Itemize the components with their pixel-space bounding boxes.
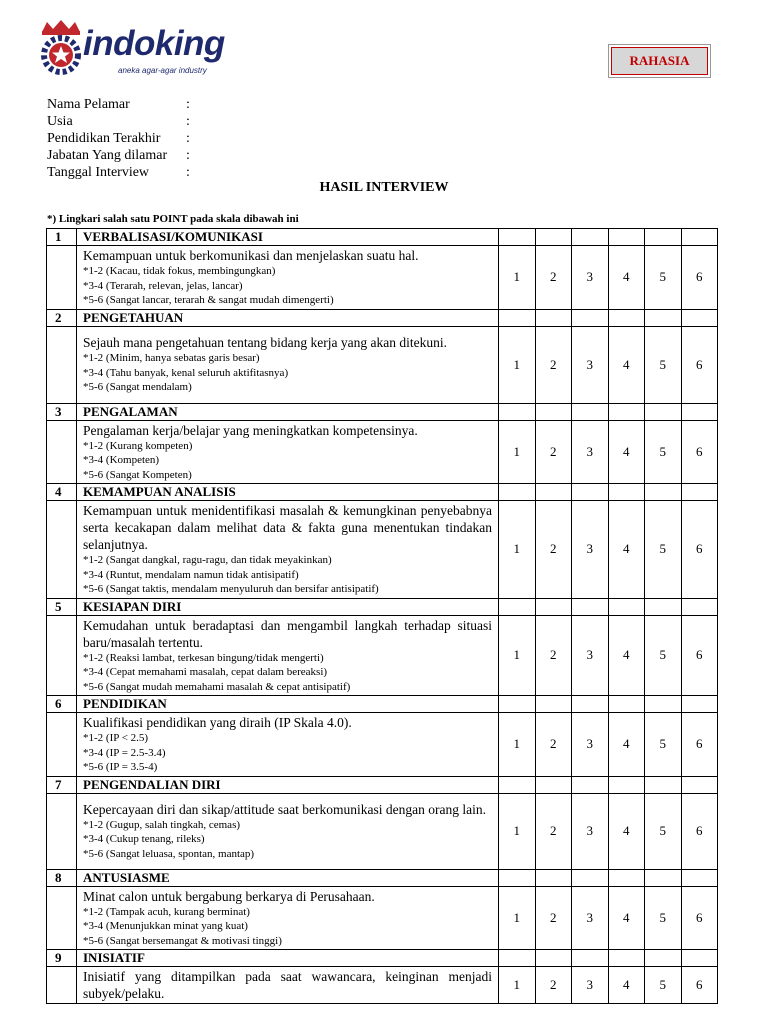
empty-cell	[681, 869, 718, 886]
empty-cell	[645, 484, 682, 501]
applicant-info	[47, 96, 190, 181]
empty-cell	[499, 776, 536, 793]
empty-cell	[681, 696, 718, 713]
criteria-line: *5-6 (Sangat lancar, terarah & sangat mudah dimengerti)	[83, 294, 334, 306]
section-header-row	[47, 696, 718, 713]
section-detail-row	[47, 326, 718, 403]
empty-cell	[608, 229, 645, 246]
score-option[interactable]: 2	[535, 967, 572, 1004]
score-option[interactable]: 6	[681, 501, 718, 599]
score-option[interactable]: 3	[572, 967, 609, 1004]
section-description-cell	[77, 615, 499, 696]
empty-cell	[572, 309, 609, 326]
empty-cell	[499, 484, 536, 501]
empty-cell	[681, 950, 718, 967]
section-description: Pengalaman kerja/belajar yang meningkatkan kompetensinya.	[83, 422, 418, 438]
section-description: Minat calon untuk bergabung berkarya di Perusahaan.	[83, 888, 375, 904]
section-header-row	[47, 484, 718, 501]
criteria-line: *5-6 (Sangat leluasa, spontan, mantap)	[83, 847, 255, 860]
score-option[interactable]: 6	[681, 967, 718, 1004]
score-option[interactable]: 3	[572, 793, 609, 869]
score-option[interactable]: 1	[499, 501, 536, 599]
empty-cell	[608, 403, 645, 420]
section-number: 1	[47, 229, 77, 246]
empty-cell	[608, 869, 645, 886]
criteria-line: *1-2 (Kacau, tidak fokus, membingungkan)	[83, 265, 276, 277]
criteria-line: *5-6 (Sangat Kompeten)	[83, 468, 192, 481]
empty-cell	[608, 696, 645, 713]
section-title: KEMAMPUAN ANALISIS	[77, 484, 499, 501]
score-option[interactable]: 3	[572, 420, 609, 484]
section-number: 8	[47, 869, 77, 886]
empty-cell	[499, 229, 536, 246]
score-option[interactable]: 3	[572, 886, 609, 950]
section-description-cell	[77, 420, 499, 484]
section-detail-row	[47, 615, 718, 696]
score-option[interactable]: 2	[535, 793, 572, 869]
section-header-row	[47, 403, 718, 420]
criteria-line: *3-4 (Cukup tenang, rileks)	[83, 833, 205, 846]
score-option[interactable]: 4	[608, 967, 645, 1004]
score-option[interactable]: 6	[681, 793, 718, 869]
score-option[interactable]: 1	[499, 246, 536, 310]
empty-cell	[572, 950, 609, 967]
empty-cell	[645, 869, 682, 886]
criteria-line: *1-2 (Tampak acuh, kurang berminat)	[83, 905, 250, 918]
score-option[interactable]: 2	[535, 501, 572, 599]
section-description-cell	[77, 793, 499, 869]
section-description-cell	[77, 967, 499, 1004]
criteria-line: *3-4 (Runtut, mendalam namun tidak antisipatif)	[83, 568, 299, 581]
empty-cell	[499, 598, 536, 615]
section-detail-row	[47, 967, 718, 1004]
section-number: 9	[47, 950, 77, 967]
empty-cell	[499, 309, 536, 326]
empty-cell	[608, 950, 645, 967]
score-option[interactable]: 1	[499, 326, 536, 403]
empty-cell	[47, 967, 77, 1004]
score-option[interactable]: 2	[535, 326, 572, 403]
section-detail-row	[47, 420, 718, 484]
criteria-line: *5-6 (Sangat mudah memahami masalah & cepat antisipatif)	[83, 680, 351, 693]
score-option[interactable]: 4	[608, 886, 645, 950]
criteria-line: *1-2 (IP < 2.5)	[83, 732, 149, 744]
empty-cell	[499, 869, 536, 886]
empty-cell	[572, 598, 609, 615]
empty-cell	[535, 484, 572, 501]
section-description: Kepercayaan diri dan sikap/attitude saat berkomunikasi dengan orang lain.	[83, 801, 486, 817]
section-description-cell	[77, 713, 499, 777]
section-header-row	[47, 229, 718, 246]
section-header-row	[47, 950, 718, 967]
field-label: Tanggal Interview	[47, 165, 150, 180]
criteria-line: *3-4 (Cepat memahami masalah, cepat dalam bereaksi)	[83, 666, 328, 678]
empty-cell	[499, 950, 536, 967]
section-title: PENGENDALIAN DIRI	[77, 776, 499, 793]
score-option[interactable]: 2	[535, 246, 572, 310]
score-option[interactable]: 4	[608, 326, 645, 403]
empty-cell	[608, 776, 645, 793]
section-header-row	[47, 598, 718, 615]
empty-cell	[645, 950, 682, 967]
applicant-field	[47, 130, 190, 147]
score-option[interactable]: 1	[499, 967, 536, 1004]
empty-cell	[572, 869, 609, 886]
field-label: Pendidikan Terakhir	[47, 131, 161, 146]
empty-cell	[572, 484, 609, 501]
field-label: Usia	[47, 114, 73, 129]
empty-cell	[608, 598, 645, 615]
score-option[interactable]: 5	[645, 420, 682, 484]
applicant-field	[47, 147, 190, 164]
criteria-line: *3-4 (Terarah, relevan, jelas, lancar)	[83, 279, 243, 292]
score-option[interactable]: 5	[645, 886, 682, 950]
section-description-cell	[77, 246, 499, 310]
empty-cell	[572, 403, 609, 420]
section-number: 5	[47, 598, 77, 615]
empty-cell	[535, 869, 572, 886]
brand-tagline: aneka agar-agar industry	[118, 66, 207, 75]
score-option[interactable]: 4	[608, 420, 645, 484]
criteria-line: *3-4 (IP = 2.5-3.4)	[83, 746, 166, 759]
score-option[interactable]: 3	[572, 615, 609, 696]
empty-cell	[47, 886, 77, 950]
field-separator: :	[186, 97, 190, 112]
score-option[interactable]: 4	[608, 615, 645, 696]
empty-cell	[499, 403, 536, 420]
score-option[interactable]: 2	[535, 886, 572, 950]
section-description-cell	[77, 501, 499, 599]
brand-name: indoking	[83, 24, 225, 63]
empty-cell	[681, 403, 718, 420]
empty-cell	[645, 776, 682, 793]
criteria-line: *5-6 (Sangat mendalam)	[83, 381, 192, 394]
section-description: Kemudahan untuk beradaptasi dan mengambil langkah terhadap situasi baru/masalah tertentu.	[83, 617, 492, 650]
empty-cell	[47, 246, 77, 310]
empty-cell	[608, 309, 645, 326]
section-title: KESIAPAN DIRI	[77, 598, 499, 615]
section-detail-row	[47, 246, 718, 310]
empty-cell	[47, 615, 77, 696]
section-title: ANTUSIASME	[77, 869, 499, 886]
empty-cell	[681, 229, 718, 246]
field-separator: :	[186, 131, 190, 146]
criteria-line: *5-6 (Sangat taktis, mendalam menyuluruh dan bersifar antisipatif)	[83, 583, 379, 595]
field-separator: :	[186, 148, 190, 163]
field-label: Nama Pelamar	[47, 97, 130, 112]
assessment-table	[46, 228, 718, 1004]
section-number: 2	[47, 309, 77, 326]
section-number: 7	[47, 776, 77, 793]
empty-cell	[608, 484, 645, 501]
applicant-field	[47, 164, 190, 181]
section-number: 6	[47, 696, 77, 713]
section-header-row	[47, 869, 718, 886]
score-option[interactable]: 5	[645, 793, 682, 869]
score-option[interactable]: 2	[535, 713, 572, 777]
criteria-line: *3-4 (Kompeten)	[83, 454, 160, 466]
empty-cell	[645, 229, 682, 246]
score-option[interactable]: 6	[681, 713, 718, 777]
section-title: PENGALAMAN	[77, 403, 499, 420]
score-option[interactable]: 4	[608, 501, 645, 599]
field-label: Jabatan Yang dilamar	[47, 148, 168, 163]
criteria-line: *1-2 (Minim, hanya sebatas garis besar)	[83, 352, 260, 365]
empty-cell	[535, 229, 572, 246]
section-description: Kemampuan untuk menidentifikasi masalah & kemungkinan penyebabnya serta kecakapan dalam melihat data & fakta guna menentukan tindakan selanjutnya.	[83, 503, 492, 552]
company-logo	[38, 16, 238, 78]
section-number: 4	[47, 484, 77, 501]
score-option[interactable]: 5	[645, 326, 682, 403]
section-description-cell	[77, 886, 499, 950]
empty-cell	[645, 598, 682, 615]
criteria-line: *3-4 (Tahu banyak, kenal seluruh aktifitasnya)	[83, 366, 289, 379]
section-title: PENGETAHUAN	[77, 309, 499, 326]
score-option[interactable]: 2	[535, 420, 572, 484]
empty-cell	[47, 713, 77, 777]
section-detail-row	[47, 886, 718, 950]
score-option[interactable]: 4	[608, 793, 645, 869]
score-option[interactable]: 3	[572, 713, 609, 777]
section-number: 3	[47, 403, 77, 420]
empty-cell	[499, 696, 536, 713]
section-header-row	[47, 309, 718, 326]
score-option[interactable]: 1	[499, 615, 536, 696]
criteria-line: *1-2 (Kurang kompeten)	[83, 439, 193, 452]
applicant-field	[47, 96, 190, 113]
confidential-label: RAHASIA	[629, 53, 690, 68]
empty-cell	[535, 309, 572, 326]
score-option[interactable]: 1	[499, 713, 536, 777]
section-detail-row	[47, 713, 718, 777]
field-separator: :	[186, 165, 190, 180]
score-option[interactable]: 4	[608, 246, 645, 310]
instruction-text: *) Lingkari salah satu POINT pada skala dibawah ini	[47, 213, 299, 225]
empty-cell	[572, 696, 609, 713]
criteria-line: *1-2 (Sangat dangkal, ragu-ragu, dan tidak meyakinkan)	[83, 554, 332, 566]
score-option[interactable]: 6	[681, 615, 718, 696]
empty-cell	[681, 309, 718, 326]
score-option[interactable]: 3	[572, 246, 609, 310]
score-option[interactable]: 6	[681, 420, 718, 484]
score-option[interactable]: 5	[645, 967, 682, 1004]
section-detail-row	[47, 793, 718, 869]
score-option[interactable]: 4	[608, 713, 645, 777]
empty-cell	[535, 950, 572, 967]
score-option[interactable]: 3	[572, 326, 609, 403]
score-option[interactable]: 5	[645, 501, 682, 599]
score-option[interactable]: 1	[499, 793, 536, 869]
score-option[interactable]: 1	[499, 420, 536, 484]
empty-cell	[535, 403, 572, 420]
empty-cell	[47, 326, 77, 403]
confidential-stamp	[611, 47, 708, 75]
criteria-line: *1-2 (Gugup, salah tingkah, cemas)	[83, 818, 241, 831]
empty-cell	[572, 776, 609, 793]
applicant-field	[47, 113, 190, 130]
empty-cell	[535, 598, 572, 615]
score-option[interactable]: 2	[535, 615, 572, 696]
empty-cell	[535, 776, 572, 793]
section-title: PENDIDIKAN	[77, 696, 499, 713]
section-header-row	[47, 776, 718, 793]
empty-cell	[681, 484, 718, 501]
score-option[interactable]: 5	[645, 713, 682, 777]
field-separator: :	[186, 114, 190, 129]
empty-cell	[47, 501, 77, 599]
score-option[interactable]: 5	[645, 246, 682, 310]
section-description-cell	[77, 326, 499, 403]
section-detail-row	[47, 501, 718, 599]
empty-cell	[47, 793, 77, 869]
empty-cell	[645, 403, 682, 420]
empty-cell	[645, 309, 682, 326]
empty-cell	[535, 696, 572, 713]
section-description: Kemampuan untuk berkomunikasi dan menjelaskan suatu hal.	[83, 248, 419, 263]
score-option[interactable]: 6	[681, 886, 718, 950]
section-description: Kualifikasi pendidikan yang diraih (IP Skala 4.0).	[83, 715, 352, 730]
score-option[interactable]: 6	[681, 246, 718, 310]
score-option[interactable]: 1	[499, 886, 536, 950]
section-description: Inisiatif yang ditampilkan pada saat wawancara, keinginan menjadi subyek/pelaku.	[83, 969, 492, 1001]
empty-cell	[681, 776, 718, 793]
criteria-line: *1-2 (Reaksi lambat, terkesan bingung/tidak mengerti)	[83, 651, 324, 664]
criteria-line: *3-4 (Menunjukkan minat yang kuat)	[83, 920, 248, 932]
page-title: HASIL INTERVIEW	[319, 180, 449, 195]
criteria-line: *5-6 (IP = 3.5-4)	[83, 761, 158, 773]
empty-cell	[681, 598, 718, 615]
empty-cell	[572, 229, 609, 246]
empty-cell	[47, 420, 77, 484]
score-option[interactable]: 5	[645, 615, 682, 696]
section-title: INISIATIF	[77, 950, 499, 967]
score-option[interactable]: 6	[681, 326, 718, 403]
section-description: Sejauh mana pengetahuan tentang bidang kerja yang akan ditekuni.	[83, 335, 447, 351]
empty-cell	[645, 696, 682, 713]
score-option[interactable]: 3	[572, 501, 609, 599]
criteria-line: *5-6 (Sangat bersemangat & motivasi tinggi)	[83, 934, 282, 947]
section-title: VERBALISASI/KOMUNIKASI	[77, 229, 499, 246]
crown-gear-emblem-icon	[38, 18, 84, 78]
